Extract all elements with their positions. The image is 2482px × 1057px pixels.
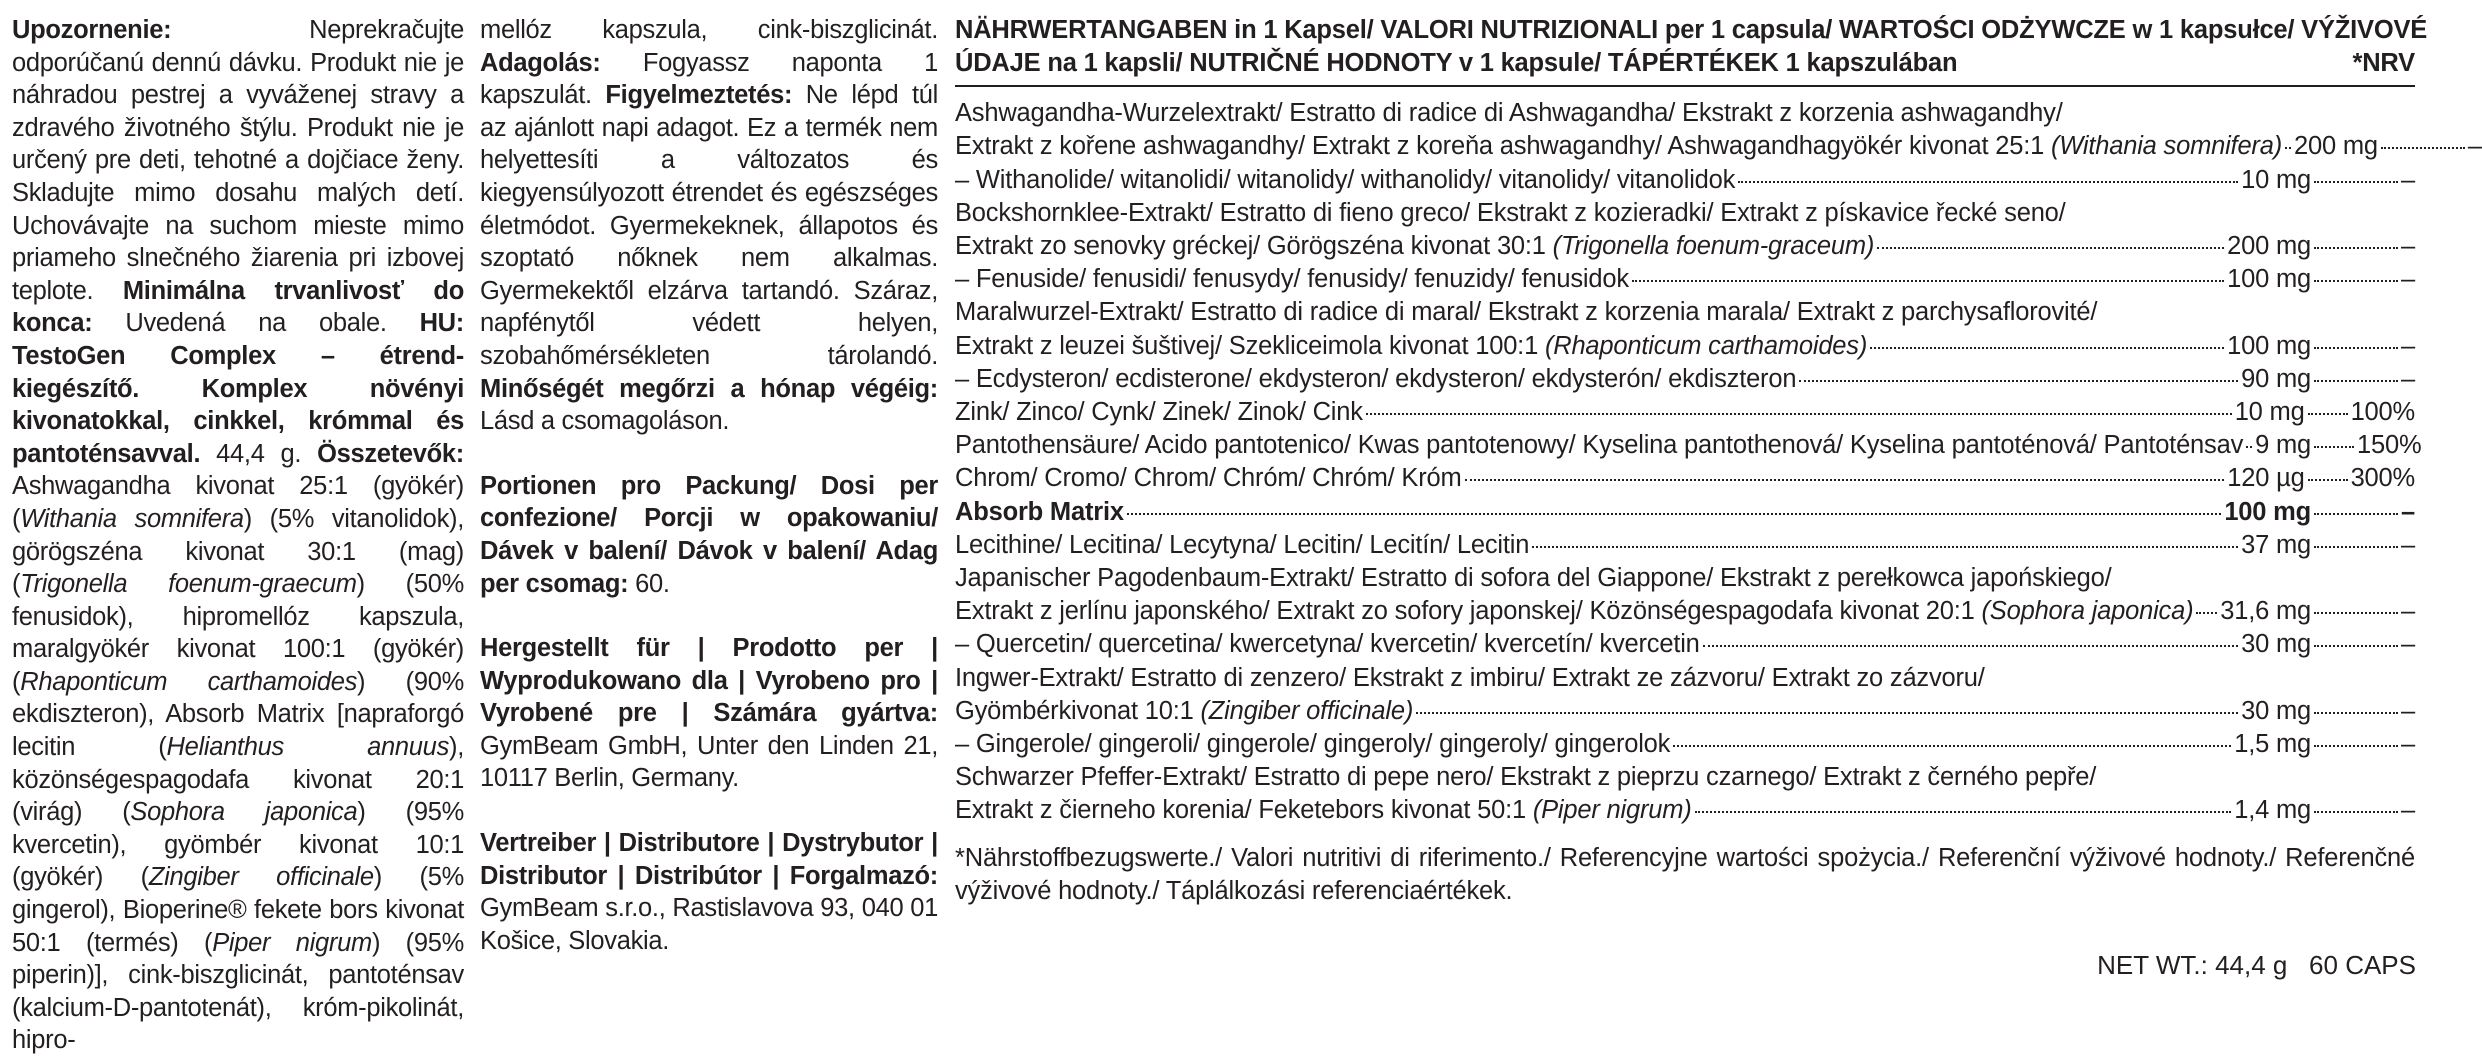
nutrient-nrv: – (2401, 364, 2415, 393)
text-run: Zink/ Zinco/ Cynk/ Zinek/ Zinok/ Cink (955, 398, 1363, 427)
text-run: Lecithine/ Lecitina/ Lecytyna/ Lecitin/ Lecitín/ Lecitin (955, 530, 1530, 559)
text-run: – Ecdysteron/ ecdisterone/ ekdysteron/ ekdysteron/ ekdysterón/ ekdiszteron (955, 364, 1797, 393)
text-run: Zingiber officinale (148, 863, 374, 892)
nutrient-name (955, 794, 1692, 827)
nutrient-nrv: – (2401, 497, 2415, 526)
nutrient-nrv: – (2401, 265, 2415, 294)
text-run: Figyelmeztetés: (605, 81, 793, 110)
dot-leader (1799, 380, 2238, 382)
dot-leader (2314, 811, 2398, 813)
nutrient-amount: 30 mg (2241, 630, 2312, 659)
nutrient-row (955, 396, 2415, 429)
net-weight: NET WT.: 44,4 g (2097, 950, 2288, 980)
nutrition-rows (955, 97, 2482, 827)
text-run: Extrakt z kořene ashwagandhy/ Extrakt z koreňa ashwagandhy/ Ashwagandhagyökér kivonat 25:1 (955, 132, 2051, 161)
text-run: Extrakt z leuzei šuštivej/ Szekliceimola kivonat 100:1 (955, 331, 1545, 360)
text-run: Trigonella foenum-graecum (20, 570, 357, 599)
text-run: Portionen pro Packung/ Dosi per confezione/ Porcji w opakowaniu/ Dávek v balení/ Dávok v balení/ Adag per csomag: (480, 471, 938, 598)
nutrient-nrv: 300% (2350, 464, 2415, 493)
text-run: Ingwer-Extrakt/ Estratto di zenzero/ Ekstrakt z imbiru/ Extrakt ze zázvoru/ Extrakt zo zázvoru/ (955, 663, 1985, 692)
text-run: Upozornenie: (12, 16, 172, 44)
nutrient-name (955, 396, 1363, 429)
nutrient-name-line (955, 97, 2415, 130)
dot-leader (2246, 446, 2252, 448)
text-run: Lásd a csomagoláson. (480, 407, 730, 436)
nutrition-heading-row2 (955, 47, 2415, 80)
nutrition-heading-line1: NÄHRWERTANGABEN in 1 Kapsel/ VALORI NUTRIZIONALI per 1 capsula/ WARTOŚCI ODŻYWCZE w 1 kapsułce/ VÝŽIVOVÉ (955, 16, 2428, 44)
nutrition-facts-table (955, 14, 2482, 908)
nutrient-row (955, 595, 2415, 628)
text-run: Piper nigrum (212, 928, 372, 957)
nutrient-name (955, 363, 1796, 396)
text-run: (Withania somnifera) (2050, 132, 2282, 161)
text-run: HU: TestoGen Complex – étrend-kiegészítő. Komplex növényi kivonatokkal, cinkkel, krómmal és pantoténsavval. (12, 309, 464, 468)
text-run: ) (90% ekdiszteron), Absorb Matrix [napraforgó lecitin ( (12, 667, 464, 762)
dot-leader (1673, 745, 2231, 747)
text-run: – Fenuside/ fenusidi/ fenusydy/ fenusidy/ fenuzidy/ fenusidok (955, 265, 1629, 294)
heading-divider (955, 85, 2415, 87)
nutrient-name (955, 263, 1629, 296)
dot-leader (1416, 712, 2238, 714)
servings-per-package (480, 470, 938, 600)
text-run: Uvedená na obale. (92, 309, 420, 338)
nutrient-amount: 10 mg (2241, 165, 2312, 194)
nutrient-name (955, 595, 2193, 628)
nutrient-amount: 120 µg (2227, 464, 2305, 493)
middle-text-column (480, 14, 938, 957)
dot-leader (2285, 147, 2291, 149)
nutrient-amount: 9 mg (2255, 431, 2312, 460)
dot-leader (2314, 612, 2398, 614)
nutrient-name (955, 628, 1700, 661)
nutrient-row (955, 130, 2482, 163)
text-run: ) (5% vitanolidok), görögszéna kivonat 30:1 (mag) ( (12, 504, 464, 599)
dot-leader (1703, 645, 2238, 647)
text-run: Sophora japonica (130, 798, 358, 827)
text-run: Japanischer Pagodenbaum-Extrakt/ Estratto di sofora del Giappone/ Ekstrakt z perełkowca japońskiego/ (955, 564, 2112, 593)
nutrient-amount: 10 mg (2234, 398, 2305, 427)
text-run: Hergestellt für | Prodotto per | Wyprodukowano dla | Vyrobeno pro | Vyrobené pre | Számára gyártva: (480, 634, 938, 728)
text-run: Extrakt z jerlínu japonského/ Extrakt zo sofory japonskej/ Közönségespagodafa kivonat 20:1 (955, 597, 1982, 626)
nutrient-amount: 1,5 mg (2234, 730, 2312, 759)
text-run: Gyömbérkivonat 10:1 (955, 696, 1201, 725)
nutrient-row (955, 230, 2415, 263)
nutrient-row (955, 728, 2415, 761)
nutrient-nrv: – (2401, 331, 2415, 360)
nutrient-amount: 200 mg (2294, 132, 2378, 161)
nutrient-name-line (955, 562, 2415, 595)
text-run: Helianthus annuus (166, 733, 450, 762)
nutrient-name (955, 462, 1462, 495)
nutrition-heading-line2: ÚDAJE na 1 kapsli/ NUTRIČNÉ HODNOTY v 1 kapsule/ TÁPÉRTÉKEK 1 kapszulában (955, 48, 1958, 77)
nutrient-name (955, 429, 2243, 462)
text-run: Withania somnifera (20, 504, 244, 533)
text-run: Vertreiber | Distributore | Dystrybutor | Distributor | Distribútor | Forgalmazó: (480, 829, 938, 890)
manufacturer-info (480, 632, 938, 795)
nutrient-name-line (955, 197, 2415, 230)
text-run: Ashwagandha kivonat 25:1 (gyökér) ( (12, 472, 464, 533)
dot-leader (2314, 745, 2398, 747)
nrv-footnote: *Nährstoffbezugswerte./ Valori nutritivi di riferimento./ Referencyjne wartości spożycia./ Referenční výživové hodnoty./ Referenčné výživové hodnoty./ Táplálkozási referenciaértékek. (955, 843, 2415, 905)
text-run: 60. (628, 569, 670, 598)
net-weight-line (2097, 950, 2416, 981)
nrv-column-label: *NRV (2352, 48, 2415, 77)
text-run: Bockshornklee-Extrakt/ Estratto di fieno greco/ Ekstrakt z kozieradki/ Extrakt z pískavice řecké seno/ (955, 198, 2066, 227)
nutrient-nrv: – (2401, 796, 2415, 825)
text-run: Ashwagandha-Wurzelextrakt/ Estratto di radice di Ashwagandha/ Ekstrakt z korzenia ashwagandhy/ (955, 99, 2063, 128)
nutrient-nrv: – (2401, 630, 2415, 659)
nutrient-amount: 100 mg (2227, 331, 2312, 360)
nutrient-amount: 31,6 mg (2220, 597, 2312, 626)
text-run: Fogyassz naponta 1 kapszulát. (480, 48, 938, 110)
dot-leader (1127, 513, 2221, 515)
dot-leader (2314, 513, 2398, 515)
text-run: Pantothensäure/ Acido pantotenico/ Kwas pantotenowy/ Kyselina pantothenová/ Kyselina pantoténová/ Pantoténsav (955, 431, 2244, 460)
dot-leader (2314, 347, 2398, 349)
dot-leader (1695, 811, 2232, 813)
text-run: Minőségét megőrzi a hónap végéig: (480, 374, 938, 403)
nutrient-name-line (955, 761, 2415, 794)
dot-leader (2314, 380, 2398, 382)
nutrient-amount: 100 mg (2227, 265, 2312, 294)
dot-leader (2314, 712, 2398, 714)
nutrient-nrv: – (2401, 597, 2415, 626)
text-run: 44,4 g. (200, 439, 318, 468)
text-run: – Withanolide/ witanolidi/ witanolidy/ withanolidy/ vitanolidy/ vitanolidok (955, 165, 1736, 194)
text-run: ) (95% kvercetin), gyömbér kivonat 10:1 (gyökér) ( (12, 798, 464, 892)
nutrient-amount: 37 mg (2241, 530, 2312, 559)
text-run: – Quercetin/ quercetina/ kwercetyna/ kvercetin/ kvercetín/ kvercetin (955, 630, 1700, 659)
nutrient-amount: 200 mg (2227, 232, 2312, 260)
nutrient-nrv: 150% (2357, 431, 2422, 460)
text-run: mellóz kapszula, cink-biszglicinát. (480, 16, 938, 44)
nutrient-name-line (955, 296, 2415, 329)
dot-leader (2314, 181, 2398, 183)
left-text-column (12, 14, 464, 1057)
nutrient-row (955, 263, 2415, 296)
nutrient-name (955, 496, 1124, 529)
text-run: ), közönségespagodafa kivonat 20:1 (virág) ( (12, 733, 465, 827)
nutrient-row (955, 330, 2415, 363)
text-run: Extrakt zo senovky gréckej/ Görögszéna kivonat 30:1 (955, 232, 1553, 260)
nutrient-nrv: – (2401, 530, 2415, 559)
nutrient-name (955, 164, 1735, 197)
nutrient-amount: 1,4 mg (2234, 796, 2312, 825)
text-run: Adagolás: (480, 48, 601, 77)
text-run: Absorb Matrix (955, 497, 1124, 526)
nutrient-row (955, 529, 2415, 562)
nutrient-row (955, 164, 2415, 197)
text-run: (Trigonella foenum-graceum) (1552, 232, 1875, 260)
nutrient-name (955, 529, 1529, 562)
text-run: – Gingerole/ gingeroli/ gingerole/ gingeroly/ gingeroly/ gingerolok (955, 730, 1671, 759)
nutrient-row (955, 363, 2415, 396)
nutrient-row (955, 429, 2422, 462)
text-run: Rhaponticum carthamoides (20, 667, 358, 696)
dot-leader (2381, 147, 2465, 149)
dot-leader (2314, 446, 2354, 448)
dot-leader (1870, 347, 2224, 349)
text-run: Neprekračujte odporúčanú dennú dávku. Produkt nie je náhradou pestrej a vyváženej stravy a zdravého životného štýlu. Produkt nie je určený pre deti, tehotné a dojčiace ženy. Skladujte mimo dosahu malých detí. Uchovávajte na suchom mieste mimo priameho slnečného žiarenia pri izbovej teplote. (12, 16, 464, 305)
nutrient-name (955, 130, 2282, 163)
dot-leader (2308, 479, 2348, 481)
nutrient-nrv: 100% (2350, 398, 2415, 427)
nutrient-name-line (955, 662, 2415, 695)
dot-leader (2314, 247, 2398, 249)
dot-leader (2314, 280, 2398, 282)
dot-leader (1532, 546, 2238, 548)
text-run: Minimálna trvanlivosť do konca: (12, 276, 464, 338)
nutrient-row (955, 794, 2415, 827)
dot-leader (2308, 413, 2348, 415)
text-run: GymBeam s.r.o., Rastislavova 93, 040 01 Košice, Slovakia. (480, 894, 938, 955)
dot-leader (2314, 645, 2398, 647)
text-run: ) (5% gingerol), Bioperine® fekete bors kivonat 50:1 (termés) ( (12, 863, 464, 957)
nutrient-nrv: – (2401, 730, 2415, 759)
text-run: GymBeam GmbH, Unter den Linden 21, 10117 Berlin, Germany. (480, 731, 938, 793)
nutrient-row (955, 628, 2415, 661)
nutrient-name (955, 695, 1413, 728)
nutrient-name (955, 230, 1874, 263)
text-run: Maralwurzel-Extrakt/ Estratto di radice di maral/ Ekstrakt z korzenia marala/ Extrakt z parchysaflorovité/ (955, 298, 2098, 327)
nutrient-amount: 90 mg (2241, 364, 2312, 393)
nutrient-nrv: – (2467, 132, 2482, 161)
text-run: Összetevők: (317, 439, 464, 468)
dot-leader (1877, 247, 2224, 249)
text-run: (Sophora japonica) (1981, 597, 2194, 626)
nutrient-nrv: – (2401, 165, 2415, 194)
hu-usage-and-warning (480, 14, 938, 438)
text-run: ) (95% piperin)], cink-biszglicinát, pantoténsav (kalcium-D-pantotenát), króm-pikolinát, hipro- (12, 928, 464, 1055)
nutrient-nrv: – (2401, 696, 2415, 725)
dot-leader (1366, 413, 2232, 415)
dot-leader (2196, 612, 2217, 614)
nutrient-amount: 100 mg (2224, 497, 2312, 526)
capsule-count: 60 CAPS (2309, 950, 2416, 980)
nutrient-row (955, 695, 2415, 728)
text-run: (Piper nigrum) (1532, 796, 1692, 825)
text-run: Schwarzer Pfeffer-Extrakt/ Estratto di pepe nero/ Ekstrakt z pieprzu czarnego/ Extrakt z černého pepře/ (955, 763, 2097, 792)
dot-leader (1465, 479, 2225, 481)
text-run: ) (50% fenusidok), hipromellóz kapszula, maralgyökér kivonat 100:1 (gyökér) ( (12, 570, 464, 696)
nutrient-name (955, 728, 1670, 761)
distributor-info (480, 827, 938, 957)
dot-leader (2314, 546, 2398, 548)
nutrient-amount: 30 mg (2241, 696, 2312, 725)
text-run: (Rhaponticum carthamoides) (1544, 331, 1868, 360)
warning-and-hu-composition (12, 14, 464, 1057)
nutrient-row (955, 496, 2415, 529)
text-run: (Zingiber officinale) (1200, 696, 1414, 725)
nutrient-row (955, 462, 2415, 495)
text-run: Extrakt z čierneho korenia/ Feketebors kivonat 50:1 (955, 796, 1533, 825)
dot-leader (1738, 181, 2238, 183)
nutrient-name (955, 330, 1867, 363)
text-run: Ne lépd túl az ajánlott napi adagot. Ez a termék nem helyettesíti a változatos és kiegyensúlyozott étrendet és egészséges életmódot. Gyermekeknek, állapotos és szoptató nőknek nem alkalmas. Gyermekektől elzárva tartandó. Száraz, napfénytől védett helyen, szobahőmérsékleten tárolandó. (480, 81, 938, 370)
dot-leader (1632, 280, 2224, 282)
text-run: Chrom/ Cromo/ Chrom/ Chróm/ Chróm/ Króm (955, 464, 1462, 493)
nutrient-nrv: – (2401, 232, 2415, 260)
